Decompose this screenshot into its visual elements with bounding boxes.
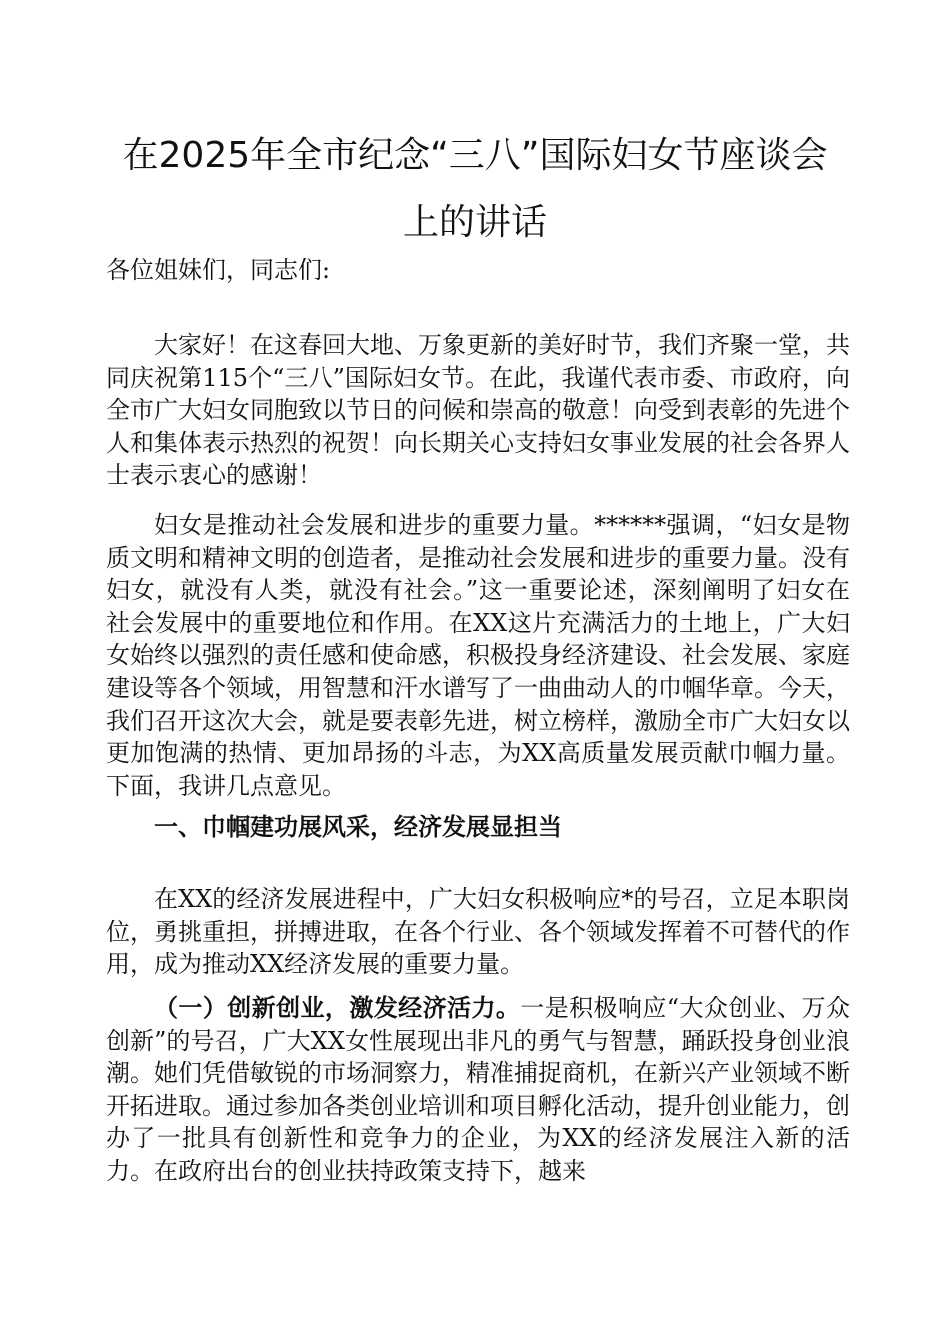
paragraph-economic-development: 在XX的经济发展进程中，广大妇女积极响应*的号召，立足本职岗位，勇挑重担，拼搏进取，在各个行业、各个领域发挥着不可替代的作用，成为推动XX经济发展的重要力量。	[106, 885, 850, 979]
document-title-line-1: 在2025年全市纪念“三八”国际妇女节座谈会	[122, 135, 828, 176]
salutation: 各位姐妹们，同志们:	[106, 256, 331, 284]
document-title-line-2: 上的讲话	[402, 202, 547, 243]
section-heading-1: 一、巾帼建功展风采，经济发展显担当	[154, 812, 562, 841]
paragraph-innovation-text: 一是积极响应“大众创业、万众创新”的号召，广大XX女性展现出非凡的勇气与智慧，踊跃投身创业浪潮。她们凭借敏锐的市场洞察力，精准捕捉商机，在新兴产业领域不断开拓进取。通过参加各类创业培训和项目孵化活动，提升创业能力，创办了一批具有创新性和竞争力的企业，为XX的经济发展注入新的活力。在政府出台的创业扶持政策支持下，越来	[106, 994, 850, 1185]
paragraph-innovation	[106, 992, 850, 1188]
subheading-innovation: （一）创新创业，激发经济活力。	[154, 993, 521, 1022]
paragraph-women-role: 妇女是推动社会发展和进步的重要力量。******强调，“妇女是物质文明和精神文明的创造者，是推动社会发展和进步的重要力量。没有妇女，就没有人类，就没有社会。”这一重要论述，深刻阐明了妇女在社会发展中的重要地位和作用。在XX这片充满活力的土地上，广大妇女始终以强烈的责任感和使命感，积极投身经济建设、社会发展、家庭建设等各个领域，用智慧和汗水谱写了一曲曲动人的巾帼华章。今天，我们召开这次大会，就是要表彰先进，树立榜样，激励全市广大妇女以更加饱满的热情、更加昂扬的斗志，为XX高质量发展贡献巾帼力量。下面，我讲几点意见。	[106, 511, 850, 800]
paragraph-greeting: 大家好！在这春回大地、万象更新的美好时节，我们齐聚一堂，共同庆祝第115个“三八”国际妇女节。在此，我谨代表市委、市政府，向全市广大妇女同胞致以节日的问候和崇高的敬意！向受到表彰的先进个人和集体表示热烈的祝贺！向长期关心支持妇女事业发展的社会各界人士表示衷心的感谢！	[106, 331, 850, 490]
